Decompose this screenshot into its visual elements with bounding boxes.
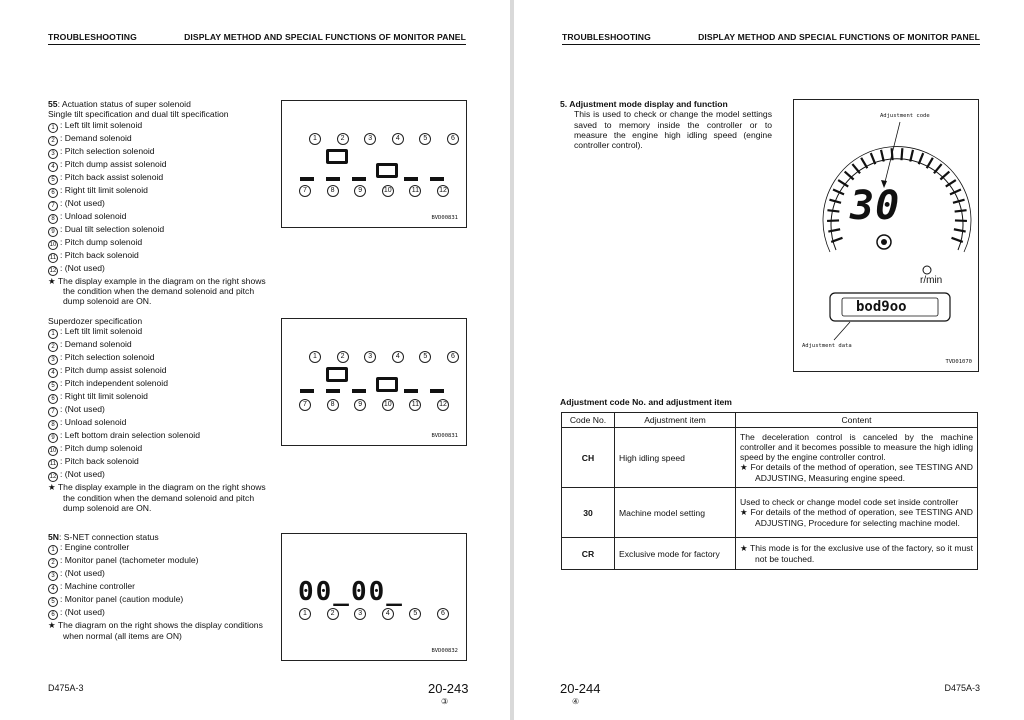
item-text: : Left bottom drain selection solenoid xyxy=(60,430,200,441)
callout-number: 3 xyxy=(354,608,366,620)
content-note: ★ This mode is for the exclusive use of the factory, so it must not be touched. xyxy=(740,543,973,564)
item-number: 6 xyxy=(48,610,58,620)
item-number: 8 xyxy=(48,420,58,430)
item-number: 3 xyxy=(48,355,58,365)
item-number: 11 xyxy=(49,254,57,261)
code-cell: CH xyxy=(562,428,615,488)
callout-number: 4 xyxy=(392,351,404,363)
gauge-tick xyxy=(829,200,841,203)
list-item xyxy=(48,594,268,607)
list-item xyxy=(48,172,268,185)
segment-o xyxy=(376,163,398,178)
item-text: : Pitch independent solenoid xyxy=(60,378,168,389)
callout-number: 7 xyxy=(299,399,311,411)
callout-number: 8 xyxy=(327,185,339,197)
item-text: : Pitch dump assist solenoid xyxy=(60,158,167,169)
adjustment-code-readout: 30 xyxy=(850,183,901,229)
callout-number: 2 xyxy=(337,351,349,363)
segment-bar xyxy=(300,389,314,393)
callout-number: 10 xyxy=(382,185,394,197)
content-cell xyxy=(736,428,978,488)
item-number: 12 xyxy=(49,267,57,274)
item-cell: Machine model setting xyxy=(615,488,736,538)
header-section: TROUBLESHOOTING xyxy=(48,32,137,42)
item-number: 9 xyxy=(48,433,58,443)
left-page xyxy=(0,0,510,720)
item-number: 10 xyxy=(49,241,57,248)
item-list xyxy=(48,120,268,276)
callout-number: 6 xyxy=(437,608,449,620)
adjustment-data-label: Adjustment data xyxy=(802,343,852,349)
callout-number: 5 xyxy=(419,133,431,145)
right-page xyxy=(514,0,1024,720)
list-item xyxy=(48,404,268,417)
table-row xyxy=(562,538,978,570)
gauge-tick xyxy=(955,210,967,211)
list-item xyxy=(48,430,268,443)
page-sub-number: ③ xyxy=(441,697,449,706)
callout-number: 8 xyxy=(327,399,339,411)
item-text: : Pitch selection solenoid xyxy=(60,145,155,156)
item-cell: Exclusive mode for factory xyxy=(615,538,736,570)
list-item xyxy=(48,211,268,224)
list-item xyxy=(48,568,268,581)
callout-number: 2 xyxy=(337,133,349,145)
list-item xyxy=(48,339,268,352)
segment-bar xyxy=(430,177,444,181)
gauge-tick xyxy=(845,172,854,180)
item-number: 4 xyxy=(48,368,58,378)
item-text: : Pitch selection solenoid xyxy=(60,352,155,363)
list-item xyxy=(48,443,268,456)
bottom-number-row xyxy=(299,608,449,620)
gauge-tick xyxy=(919,153,923,164)
list-item xyxy=(48,250,268,263)
item-number: 7 xyxy=(48,407,58,417)
solenoid-display-diagram xyxy=(281,100,467,228)
item-text: : Monitor panel (tachometer module) xyxy=(60,555,199,566)
list-item xyxy=(48,542,268,555)
item-number: 9 xyxy=(48,227,58,237)
item-text: : Pitch back solenoid xyxy=(60,249,139,260)
item-text: : (Not used) xyxy=(60,197,105,208)
note: ★ The display example in the diagram on the right shows the condition when the demand solenoid and pitch dump solenoid are ON. xyxy=(48,482,266,513)
callout-number: 1 xyxy=(309,133,321,145)
table-row xyxy=(562,428,978,488)
gauge-tick xyxy=(954,229,966,231)
gauge-tick xyxy=(861,158,867,168)
segment-o xyxy=(326,149,348,164)
item-text: : Unload solenoid xyxy=(60,417,127,428)
section-heading: 5. Adjustment mode display and function xyxy=(560,99,728,109)
adjustment-code-label: Adjustment code xyxy=(880,113,930,119)
adjustment-table xyxy=(561,412,978,570)
segment-o xyxy=(376,377,398,392)
item-text: : (Not used) xyxy=(60,404,105,415)
callout-number: 3 xyxy=(364,133,376,145)
top-number-row xyxy=(309,133,459,145)
item-text: : (Not used) xyxy=(60,568,105,579)
callout-number: 10 xyxy=(382,399,394,411)
gauge-drawing xyxy=(794,100,978,371)
item-number: 7 xyxy=(48,201,58,211)
segment-bar xyxy=(326,177,340,181)
page-header xyxy=(48,32,466,45)
segment-bar xyxy=(326,389,340,393)
list-item xyxy=(48,326,268,339)
callout-number: 5 xyxy=(419,351,431,363)
item-text: : Right tilt limit solenoid xyxy=(60,184,148,195)
section-title: : S-NET connection status xyxy=(59,532,159,542)
item-text: : Demand solenoid xyxy=(60,339,132,350)
list-item xyxy=(48,469,268,482)
segment-bar xyxy=(404,389,418,393)
callout-number: 1 xyxy=(299,608,311,620)
gauge-tick xyxy=(934,164,942,173)
item-number: 2 xyxy=(48,136,58,146)
item-number: 8 xyxy=(48,214,58,224)
content-text: Used to check or change model code set inside controller xyxy=(740,497,959,507)
item-text: : Left tilt limit solenoid xyxy=(60,119,143,130)
section-title: Superdozer specification xyxy=(48,316,143,326)
bottom-number-row xyxy=(299,185,449,197)
section-body: This is used to check or change the model settings saved to memory inside the controller or to measure the engine high idling speed (engine controller control). xyxy=(574,109,772,151)
segment-o xyxy=(326,367,348,382)
note: ★ The diagram on the right shows the display conditions when normal (all items are ON) xyxy=(48,620,263,641)
list-item xyxy=(48,352,268,365)
list-item xyxy=(48,581,268,594)
content-note: ★ For details of the method of operation, see TESTING AND ADJUSTING, Measuring engine speed. xyxy=(740,462,973,483)
page-number: 20-244 xyxy=(560,681,601,696)
footer-model: D475A-3 xyxy=(944,683,980,693)
item-number: 1 xyxy=(48,123,58,133)
item-number: 12 xyxy=(49,474,57,481)
section-subtitle: Single tilt specification and dual tilt specification xyxy=(48,109,229,120)
list-item xyxy=(48,607,268,620)
content-note: ★ For details of the method of operation, see TESTING AND ADJUSTING, Procedure for selecting machine model. xyxy=(740,507,973,528)
item-text: : Pitch dump assist solenoid xyxy=(60,365,167,376)
figure-ref: BVD00831 xyxy=(431,215,458,221)
superdozer-text xyxy=(48,316,268,513)
page-number: 20-243 xyxy=(428,681,469,696)
gauge-tick xyxy=(852,164,860,173)
item-number: 3 xyxy=(48,149,58,159)
section-title: : Actuation status of super solenoid xyxy=(57,99,191,109)
item-number: 5 xyxy=(48,175,58,185)
callout-number: 4 xyxy=(382,608,394,620)
list-item xyxy=(48,378,268,391)
page-header xyxy=(562,32,980,45)
content-cell xyxy=(736,538,978,570)
item-text: : Unload solenoid xyxy=(60,210,127,221)
header-title: DISPLAY METHOD AND SPECIAL FUNCTIONS OF MONITOR PANEL xyxy=(698,32,980,42)
section-5n-text xyxy=(48,532,268,641)
list-item xyxy=(48,391,268,404)
note: ★ The display example in the diagram on the right shows the condition when the demand solenoid and pitch dump solenoid are ON. xyxy=(48,275,266,307)
item-number: 3 xyxy=(48,571,58,581)
callout-number: 4 xyxy=(392,133,404,145)
gauge-tick xyxy=(892,148,893,160)
list-item xyxy=(48,224,268,237)
list-item xyxy=(48,263,268,276)
item-text: : Right tilt limit solenoid xyxy=(60,391,148,402)
gauge-tick xyxy=(946,180,956,187)
gauge-tick xyxy=(828,229,840,231)
section-code: 55 xyxy=(48,99,58,109)
item-text: : (Not used) xyxy=(60,469,105,480)
snet-display-diagram xyxy=(281,533,467,661)
gauge-tick xyxy=(838,180,848,187)
callout-number: 6 xyxy=(447,351,459,363)
code-cell: 30 xyxy=(562,488,615,538)
section-55-text xyxy=(48,99,268,306)
callout-number: 6 xyxy=(447,133,459,145)
item-text: : Engine controller xyxy=(60,542,130,553)
callout-number: 3 xyxy=(364,351,376,363)
item-text: : Demand solenoid xyxy=(60,132,132,143)
callout-number: 7 xyxy=(299,185,311,197)
section-5-text xyxy=(560,99,772,150)
header-title: DISPLAY METHOD AND SPECIAL FUNCTIONS OF MONITOR PANEL xyxy=(184,32,466,42)
list-item xyxy=(48,159,268,172)
content-cell xyxy=(736,488,978,538)
list-item xyxy=(48,456,268,469)
item-number: 5 xyxy=(48,381,58,391)
unit-label: r/min xyxy=(920,275,943,286)
table-title: Adjustment code No. and adjustment item xyxy=(560,397,732,407)
item-number: 5 xyxy=(48,597,58,607)
callout-number: 9 xyxy=(354,185,366,197)
segment-bar xyxy=(352,389,366,393)
list-item xyxy=(48,146,268,159)
item-text: : Dual tilt selection solenoid xyxy=(60,223,165,234)
callout-number: 12 xyxy=(437,399,449,411)
snet-display-readout: 00_00_ xyxy=(298,577,404,607)
figure-ref: BVD00831 xyxy=(431,433,458,439)
top-number-row xyxy=(309,351,459,363)
footer-model: D475A-3 xyxy=(48,683,84,693)
item-number: 1 xyxy=(48,545,58,555)
callout-number: 11 xyxy=(409,185,421,197)
item-text: : Left tilt limit solenoid xyxy=(60,326,143,337)
callout-number: 12 xyxy=(437,185,449,197)
gauge-tick xyxy=(827,210,839,211)
callout-number: 2 xyxy=(327,608,339,620)
list-item xyxy=(48,185,268,198)
gauge-tick xyxy=(940,172,949,180)
superdozer-display-diagram xyxy=(281,318,467,446)
gauge-tick xyxy=(927,158,933,168)
table-header: Content xyxy=(736,413,978,428)
item-number: 2 xyxy=(48,558,58,568)
callout-number: 5 xyxy=(409,608,421,620)
callout-number: 1 xyxy=(309,351,321,363)
item-number: 4 xyxy=(48,584,58,594)
item-text: : Monitor panel (caution module) xyxy=(60,594,184,605)
gauge-tick xyxy=(871,153,875,164)
table-row xyxy=(562,488,978,538)
bottom-number-row xyxy=(299,399,449,411)
item-text: : Pitch dump solenoid xyxy=(60,236,143,247)
page-sub-number: ④ xyxy=(572,697,580,706)
gauge-tick xyxy=(953,200,965,203)
callout-number: 9 xyxy=(354,399,366,411)
section-code: 5N xyxy=(48,532,59,542)
segment-bar xyxy=(404,177,418,181)
gauge-tick xyxy=(901,148,902,160)
header-section: TROUBLESHOOTING xyxy=(562,32,651,42)
item-text: : (Not used) xyxy=(60,262,105,273)
list-item xyxy=(48,120,268,133)
segment-bar xyxy=(352,177,366,181)
item-number: 11 xyxy=(49,461,57,468)
figure-ref: BVD00832 xyxy=(431,648,458,654)
item-number: 4 xyxy=(48,162,58,172)
gauge-tick xyxy=(827,220,839,221)
table-header: Adjustment item xyxy=(615,413,736,428)
list-item xyxy=(48,417,268,430)
item-number: 1 xyxy=(48,329,58,339)
segment-bar xyxy=(300,177,314,181)
gauge-tick xyxy=(955,220,967,221)
item-number: 6 xyxy=(48,188,58,198)
list-item xyxy=(48,198,268,211)
content-text: The deceleration control is canceled by the machine controller and it becomes possible to measure the high idling speed by the engine controller control. xyxy=(740,432,973,462)
list-item xyxy=(48,133,268,146)
item-cell: High idling speed xyxy=(615,428,736,488)
callout-number: 11 xyxy=(409,399,421,411)
item-text: : Pitch dump solenoid xyxy=(60,443,143,454)
item-text: : Machine controller xyxy=(60,581,135,592)
segment-bar xyxy=(430,389,444,393)
code-cell: CR xyxy=(562,538,615,570)
adjustment-mode-figure xyxy=(793,99,979,372)
list-item xyxy=(48,555,268,568)
item-text: : (Not used) xyxy=(60,607,105,618)
gauge-tick xyxy=(910,150,913,162)
item-number: 6 xyxy=(48,394,58,404)
list-item xyxy=(48,237,268,250)
gauge-tick xyxy=(881,150,884,162)
item-list xyxy=(48,542,268,620)
list-item xyxy=(48,365,268,378)
item-list xyxy=(48,326,268,482)
table-header: Code No. xyxy=(562,413,615,428)
adjustment-data-readout: bod9oo xyxy=(856,299,907,315)
item-number: 10 xyxy=(49,448,57,455)
item-text: : Pitch back assist solenoid xyxy=(60,171,164,182)
item-text: : Pitch back solenoid xyxy=(60,456,139,467)
item-number: 2 xyxy=(48,342,58,352)
figure-ref: TVD01070 xyxy=(945,359,972,365)
